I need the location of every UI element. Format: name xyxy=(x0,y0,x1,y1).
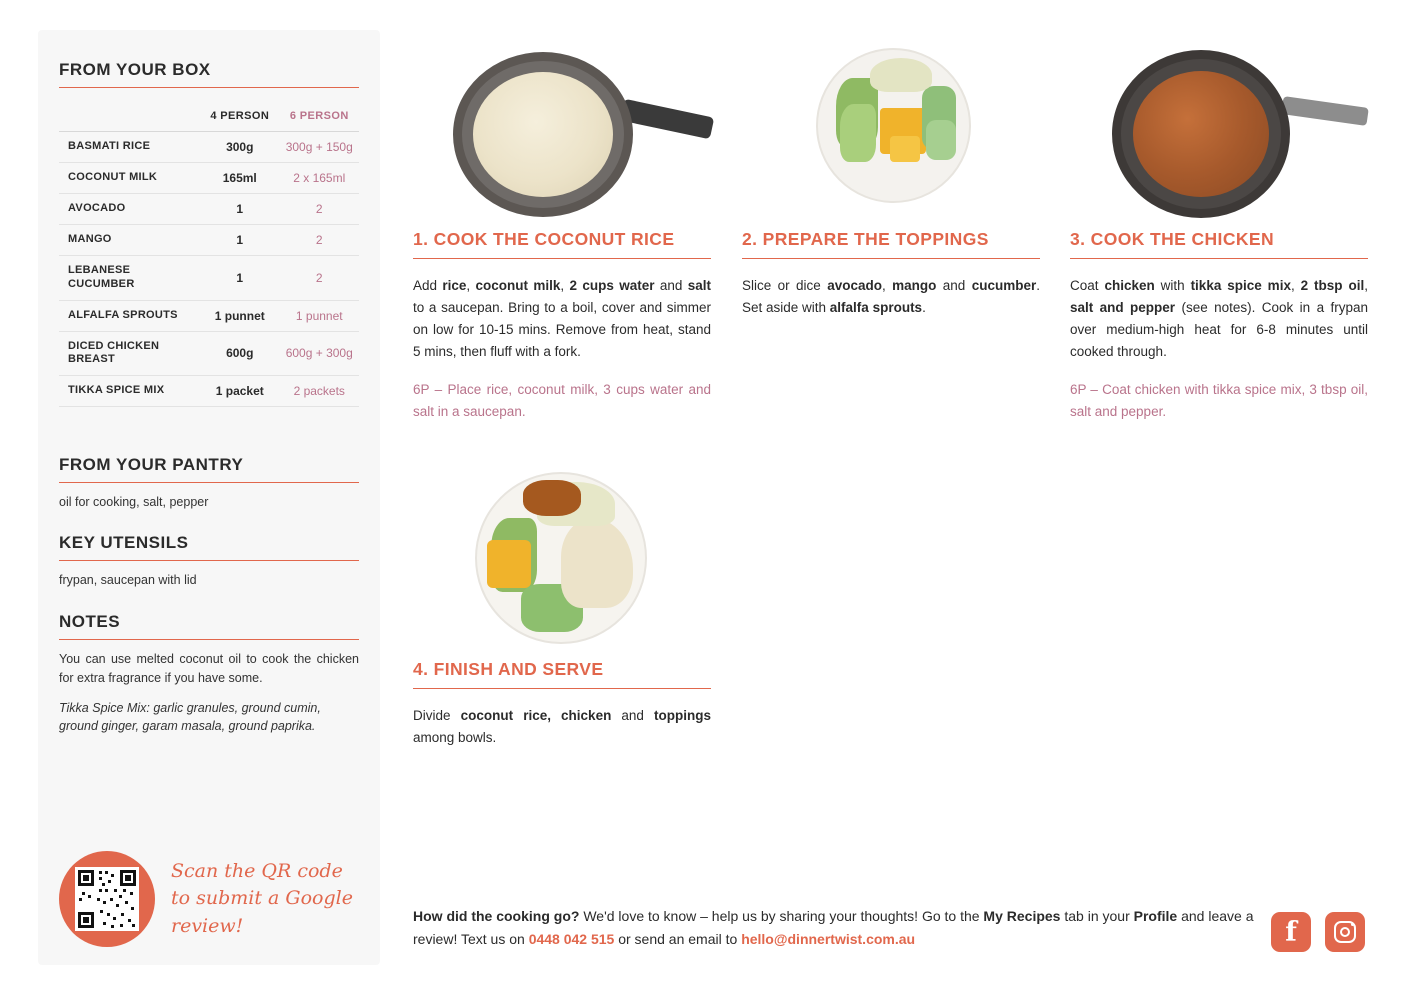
pantry-body: oil for cooking, salt, pepper xyxy=(59,494,209,509)
qr-scan-text: Scan the QR code to submit a Google review! xyxy=(171,859,353,937)
saucepan-with-rice-icon xyxy=(453,52,633,217)
step-3-body: Coat chicken with tikka spice mix, 2 tbsp oil, salt and pepper (see notes). Cook in a frypan over medium-high heat for 6-8 minutes until cooked through. xyxy=(1070,278,1368,359)
step-2-heading: 2. PREPARE THE TOPPINGS xyxy=(742,229,1040,259)
alfalfa-sprouts xyxy=(870,58,932,92)
ingredient-qty-4: 1 punnet xyxy=(200,300,280,331)
column-header-blank xyxy=(59,102,200,132)
step-1-photo xyxy=(413,30,711,215)
ingredient-name: MANGO xyxy=(59,225,200,256)
qr-code-icon[interactable] xyxy=(59,851,155,947)
ingredient-qty-6: 2 xyxy=(280,256,360,301)
step-3 xyxy=(1070,30,1368,423)
qr-review-block[interactable] xyxy=(59,851,361,947)
ingredient-qty-4: 1 xyxy=(200,194,280,225)
saucepan-handle xyxy=(620,99,715,140)
from-your-box-title: FROM YOUR BOX xyxy=(59,30,359,88)
table-row xyxy=(59,300,359,331)
ingredient-name: ALFALFA SPROUTS xyxy=(59,300,200,331)
toppings-bowl-icon xyxy=(816,48,971,203)
mango-cubes-2 xyxy=(890,136,920,162)
ingredient-name: AVOCADO xyxy=(59,194,200,225)
step-1-heading: 1. COOK THE COCONUT RICE xyxy=(413,229,711,259)
bowl-coconut-rice xyxy=(561,518,633,608)
notes-title: NOTES xyxy=(59,590,359,640)
table-row-spacer xyxy=(59,407,359,433)
from-your-pantry-title: FROM YOUR PANTRY xyxy=(59,433,359,483)
ingredient-qty-6: 1 punnet xyxy=(280,300,360,331)
sidebar xyxy=(38,30,380,965)
ingredient-qty-4: 300g xyxy=(200,132,280,163)
ingredients-table xyxy=(59,102,359,433)
table-row xyxy=(59,225,359,256)
table-row xyxy=(59,194,359,225)
step-3-photo xyxy=(1070,30,1368,215)
step-4-body: Divide coconut rice, chicken and toppings among bowls. xyxy=(413,708,712,745)
notes-italic: Tikka Spice Mix: garlic granules, ground cumin, ground ginger, garam masala, ground paprika. xyxy=(59,700,321,734)
social-links xyxy=(1271,912,1365,952)
table-row xyxy=(59,331,359,376)
table-header-row xyxy=(59,102,359,132)
ingredient-qty-6: 600g + 300g xyxy=(280,331,360,376)
ingredient-qty-6: 300g + 150g xyxy=(280,132,360,163)
step-4-photo xyxy=(413,460,711,645)
ingredient-qty-6: 2 xyxy=(280,225,360,256)
step-2-photo xyxy=(742,30,1040,215)
ingredient-name: TIKKA SPICE MIX xyxy=(59,376,200,407)
ingredient-qty-6: 2 x 165ml xyxy=(280,163,360,194)
frypan-handle xyxy=(1281,96,1369,126)
ingredient-qty-4: 1 xyxy=(200,225,280,256)
ingredient-name: BASMATI RICE xyxy=(59,132,200,163)
step-1 xyxy=(413,30,711,423)
finished-bowl-icon xyxy=(475,472,647,644)
key-utensils-title: KEY UTENSILS xyxy=(59,511,359,561)
qr-code-pattern xyxy=(75,867,139,931)
table-row xyxy=(59,256,359,301)
utensils-body: frypan, saucepan with lid xyxy=(59,573,197,588)
footer-feedback-text: How did the cooking go? We'd love to know – help us by sharing your thoughts! Go to the My Recipes tab in your Profile and leave a review! Text us on 0448 042 515 or send an email to hello@dinnertwist.com.au xyxy=(413,908,1254,947)
ingredient-name: DICED CHICKEN BREAST xyxy=(59,331,200,376)
frypan-with-chicken-icon xyxy=(1112,50,1290,218)
ingredient-name: COCONUT MILK xyxy=(59,163,200,194)
table-row xyxy=(59,376,359,407)
notes-body: You can use melted coconut oil to cook the chicken for extra fragrance if you have some. xyxy=(59,652,359,685)
ingredient-qty-4: 1 xyxy=(200,256,280,301)
step-2-body: Slice or dice avocado, mango and cucumber. Set aside with alfalfa sprouts. xyxy=(742,278,1040,315)
step-2 xyxy=(742,30,1040,319)
ingredient-qty-6: 2 packets xyxy=(280,376,360,407)
facebook-icon[interactable]: f xyxy=(1271,912,1311,952)
step-3-heading: 3. COOK THE CHICKEN xyxy=(1070,229,1368,259)
ingredient-qty-4: 600g xyxy=(200,331,280,376)
ingredient-name: LEBANESE CUCUMBER xyxy=(59,256,200,301)
column-header-4-person: 4 PERSON xyxy=(200,102,280,132)
table-row xyxy=(59,163,359,194)
column-header-6-person: 6 PERSON xyxy=(280,102,360,132)
bowl-chicken xyxy=(523,480,581,516)
cucumber-slices-2 xyxy=(926,120,956,160)
step-1-note-6p: 6P – Place rice, coconut milk, 3 cups water and salt in a saucepan. xyxy=(413,382,711,420)
ingredients-table-body xyxy=(59,132,359,433)
ingredient-qty-4: 1 packet xyxy=(200,376,280,407)
ingredient-qty-6: 2 xyxy=(280,194,360,225)
step-3-note-6p: 6P – Coat chicken with tikka spice mix, 3 tbsp oil, salt and pepper. xyxy=(1070,382,1368,420)
bowl-mango xyxy=(487,540,531,588)
table-row xyxy=(59,132,359,163)
step-1-body: Add rice, coconut milk, 2 cups water and salt to a saucepan. Bring to a boil, cover and simmer on low for 10-15 mins. Remove from heat, stand 5 mins, then fluff with a fork. xyxy=(413,278,711,359)
step-4 xyxy=(413,460,711,749)
step-4-heading: 4. FINISH AND SERVE xyxy=(413,659,711,689)
instagram-icon[interactable] xyxy=(1325,912,1365,952)
ingredient-qty-4: 165ml xyxy=(200,163,280,194)
avocado-slices-2 xyxy=(840,104,876,162)
